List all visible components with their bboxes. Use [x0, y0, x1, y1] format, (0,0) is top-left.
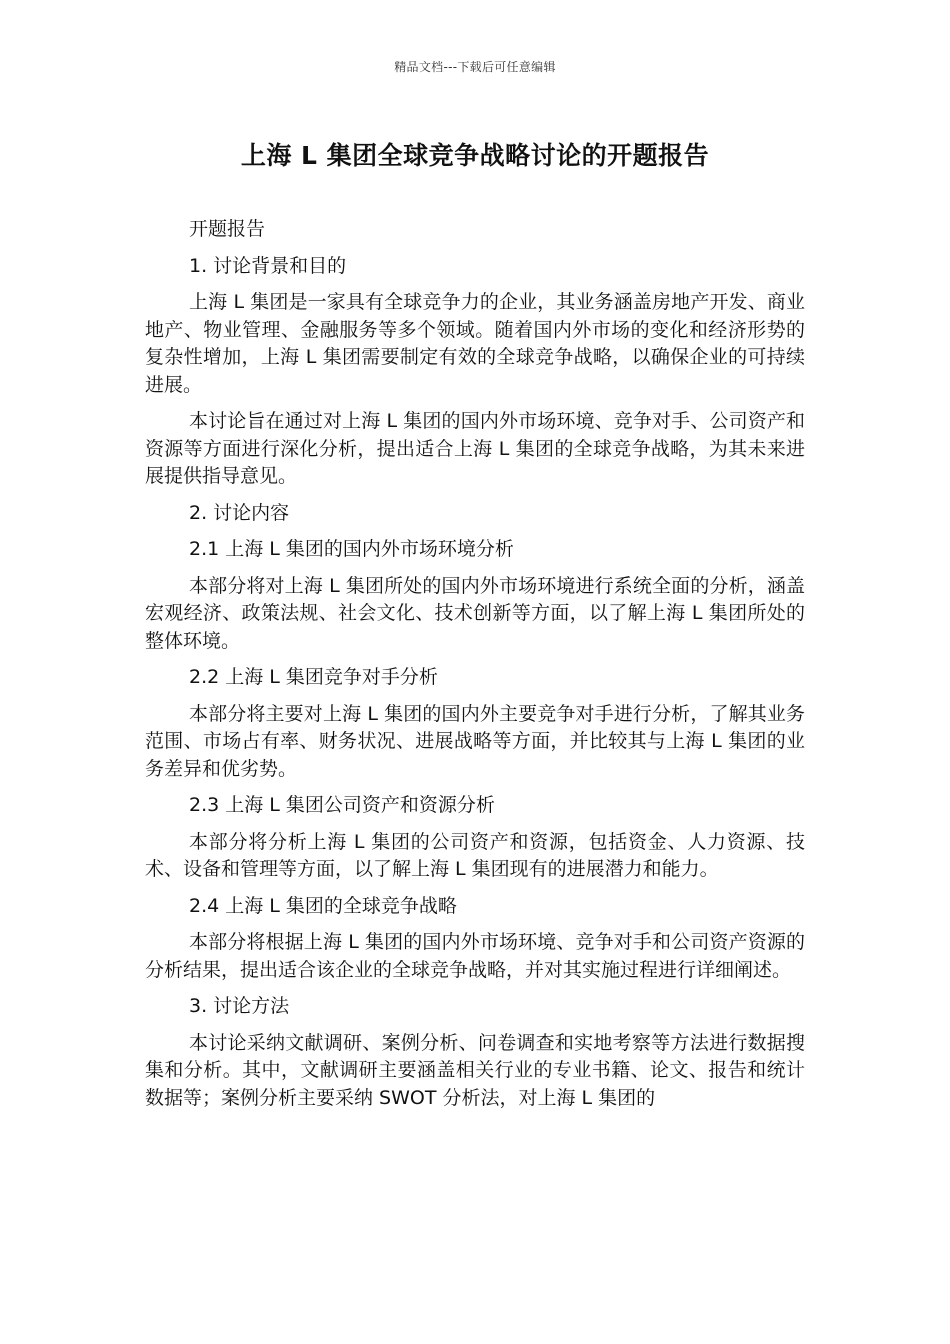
subsection-heading-competitors: 2.2 上海 L 集团竞争对手分析 [189, 666, 438, 688]
page-header: 精品文档---下载后可任意编辑 [394, 60, 556, 74]
paragraph: 本部分将分析上海 L 集团的公司资产和资源，包括资金、人力资源、技术、设备和管理等方面，以了解上海 L 集团现有的进展潜力和能力。 [145, 830, 805, 880]
section-heading-content: 2. 讨论内容 [189, 501, 290, 524]
paragraph: 本部分将根据上海 L 集团的国内外市场环境、竞争对手和公司资产资源的分析结果，提出适合该企业的全球竞争战略，并对其实施过程进行详细阐述。 [145, 931, 805, 981]
subsection-heading-market: 2.1 上海 L 集团的国内外市场环境分析 [189, 538, 514, 560]
paragraph: 本部分将对上海 L 集团所处的国内外市场环境进行系统全面的分析，涵盖宏观经济、政策法规、社会文化、技术创新等方面，以了解上海 L 集团所处的整体环境。 [145, 574, 805, 652]
paragraph-report-label: 开题报告 [189, 218, 266, 240]
section-heading-method: 3. 讨论方法 [189, 995, 290, 1017]
paragraph: 本讨论采纳文献调研、案例分析、问卷调查和实地考察等方法进行数据搜集和分析。其中，文献调研主要涵盖相关行业的专业书籍、论文、报告和统计数据等；案例分析主要采纳 SWOT 分析法，对上海 L 集团的 [145, 1031, 805, 1109]
section-heading-background: 1. 讨论背景和目的 [189, 254, 347, 277]
subsection-heading-assets: 2.3 上海 L 集团公司资产和资源分析 [189, 794, 495, 816]
subsection-heading-strategy: 2.4 上海 L 集团的全球竞争战略 [189, 894, 457, 917]
paragraph: 本讨论旨在通过对上海 L 集团的国内外市场环境、竞争对手、公司资产和资源等方面进行深化分析，提出适合上海 L 集团的全球竞争战略，为其未来进展提供指导意见。 [145, 410, 805, 487]
paragraph: 本部分将主要对上海 L 集团的国内外主要竞争对手进行分析，了解其业务范围、市场占有率、财务状况、进展战略等方面，并比较其与上海 L 集团的业务差异和优劣势。 [145, 702, 805, 780]
document-title: 上海 L 集团全球竞争战略讨论的开题报告 [240, 141, 710, 170]
paragraph: 上海 L 集团是一家具有全球竞争力的企业，其业务涵盖房地产开发、商业地产、物业管理、金融服务等多个领域。随着国内外市场的变化和经济形势的复杂性增加，上海 L 集团需要制定有效的全球竞争战略，以确保企业的可持续进展。 [145, 291, 805, 396]
document-body [145, 216, 805, 1121]
